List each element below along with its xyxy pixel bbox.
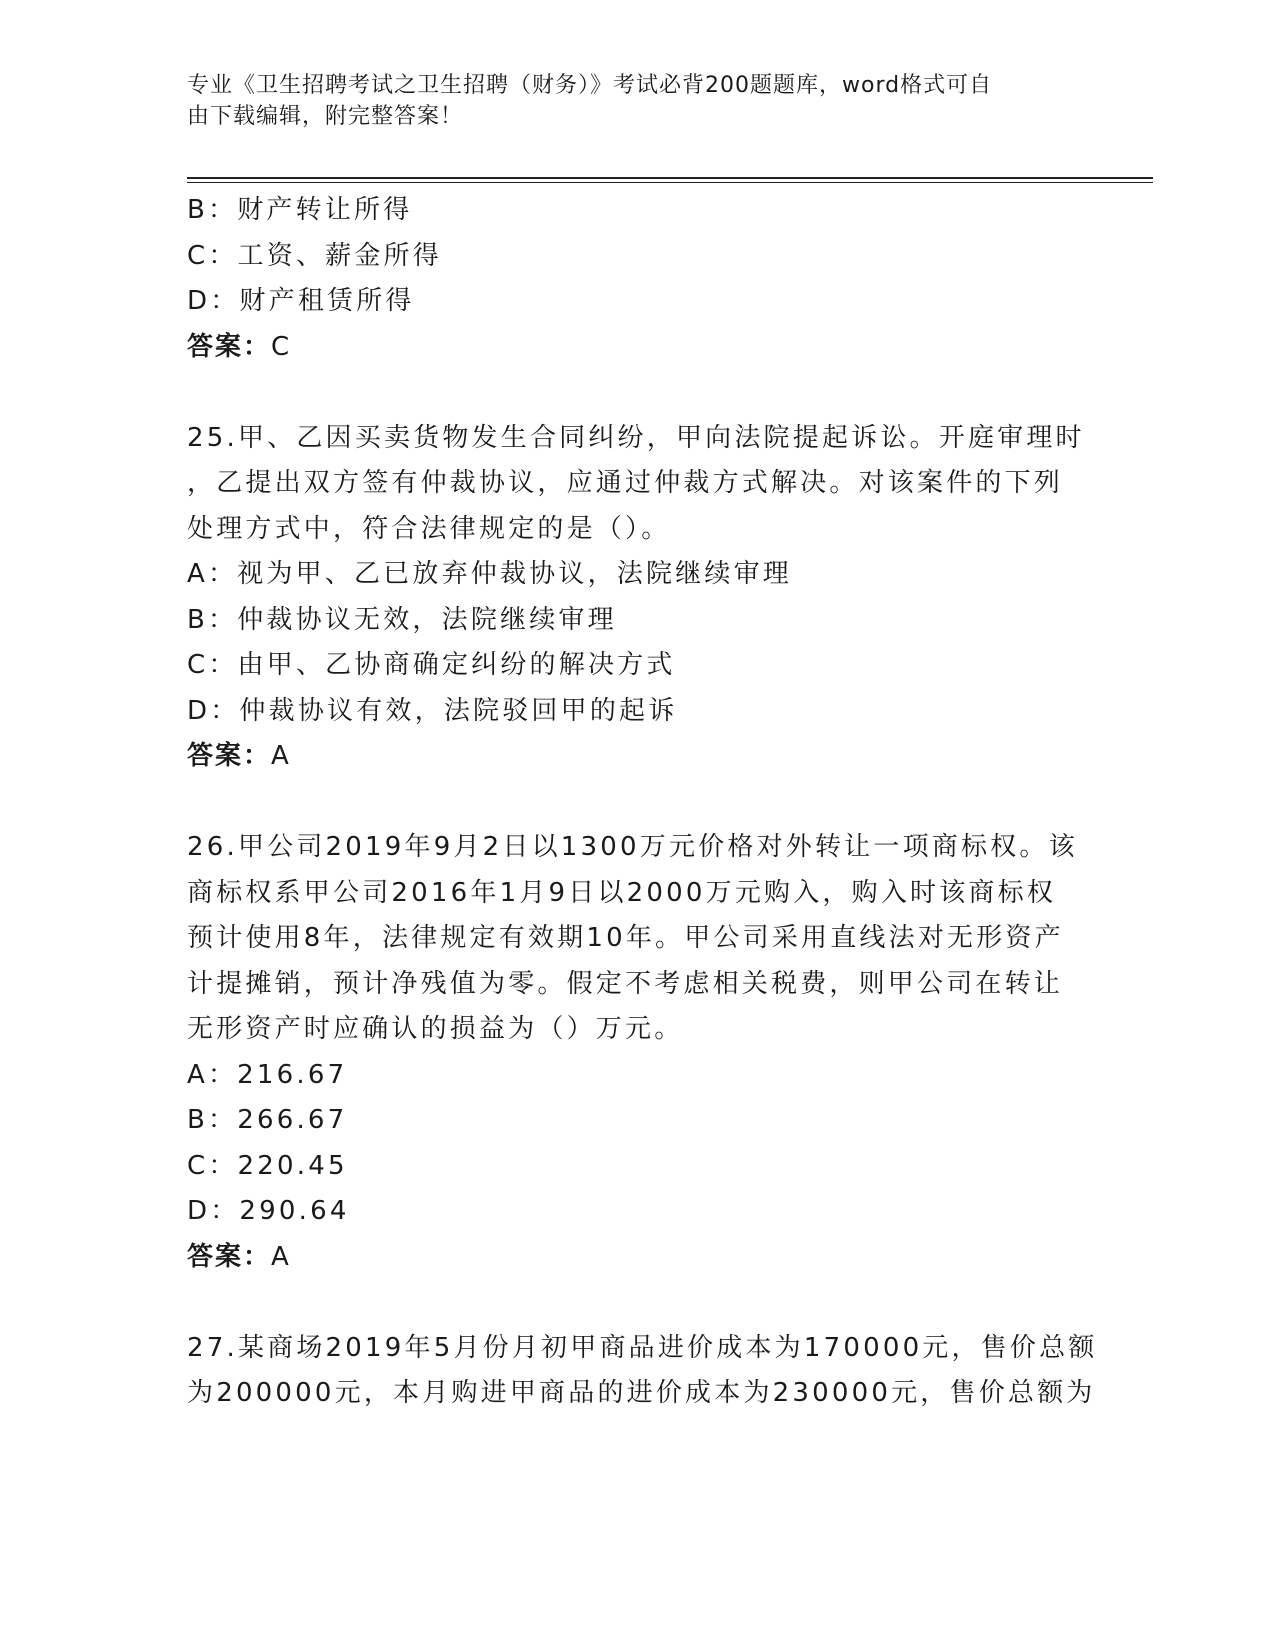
question-stem-line: 无形资产时应确认的损益为（）万元。 xyxy=(187,1014,684,1044)
answer-label: 答案： xyxy=(187,331,272,362)
answer-line xyxy=(187,734,1087,780)
option-c: C：220.45 xyxy=(187,1150,348,1181)
question-stem-line: 处理方式中，符合法律规定的是（）。 xyxy=(187,513,671,544)
answer-line xyxy=(187,1235,1087,1281)
option-d: D：财产租赁所得 xyxy=(187,286,415,316)
spacer xyxy=(187,370,1087,416)
question-stem-line: ，乙提出双方签有仲裁协议，应通过仲裁方式解决。对该案件的下列 xyxy=(187,468,1064,498)
question-stem-line: 27.某商场2019年5月份月初甲商品进价成本为170000元，售价总额 xyxy=(187,1332,1098,1363)
header-line-1: 专业《卫生招聘考试之卫生招聘（财务）》考试必背200题题库，word格式可自 xyxy=(187,73,993,98)
header-divider-thin xyxy=(187,182,1153,183)
answer-value: A xyxy=(271,741,291,771)
option-a: A：216.67 xyxy=(187,1059,348,1090)
option-c: C：工资、薪金所得 xyxy=(187,240,442,271)
header-line-2: 由下载编辑，附完整答案！ xyxy=(187,104,464,129)
question-stem-line: 25.甲、乙因买卖货物发生合同纠纷，甲向法院提起诉讼。开庭审理时 xyxy=(187,422,1085,453)
option-c: C：由甲、乙协商确定纠纷的解决方式 xyxy=(187,650,676,680)
option-b: B：仲裁协议无效，法院继续审理 xyxy=(187,604,617,635)
question-26 xyxy=(187,825,1087,1280)
spacer xyxy=(187,1280,1087,1326)
question-stem-line: 商标权系甲公司2016年1月9日以2000万元购入，购入时该商标权 xyxy=(187,877,1057,908)
question-stem-line: 为200000元，本月购进甲商品的进价成本为230000元，售价总额为 xyxy=(187,1378,1096,1408)
document-body xyxy=(187,188,1098,1417)
answer-line xyxy=(187,325,1087,371)
option-b: B：266.67 xyxy=(187,1105,348,1135)
answer-value: C xyxy=(271,331,292,362)
question-stem-line: 26.甲公司2019年9月2日以1300万元价格对外转让一项商标权。该 xyxy=(187,832,1078,862)
question-stem-line: 计提摊销，预计净残值为零。假定不考虑相关税费，则甲公司在转让 xyxy=(187,968,1064,999)
question-stem-line: 预计使用8年，法律规定有效期10年。甲公司采用直线法对无形资产 xyxy=(187,923,1064,953)
question-25 xyxy=(187,416,1087,780)
question-24-continuation xyxy=(187,188,1087,370)
answer-value: A xyxy=(271,1241,291,1272)
answer-label: 答案： xyxy=(187,1241,272,1272)
option-d: D：仲裁协议有效，法院驳回甲的起诉 xyxy=(187,695,678,726)
spacer xyxy=(187,780,1087,826)
header-divider-thick xyxy=(187,177,1153,179)
question-27 xyxy=(187,1326,1098,1417)
answer-label: 答案： xyxy=(187,741,272,771)
option-d: D：290.64 xyxy=(187,1196,350,1226)
option-a: A：视为甲、乙已放弃仲裁协议，法院继续审理 xyxy=(187,559,792,589)
document-header xyxy=(187,70,1087,132)
option-b: B：财产转让所得 xyxy=(187,195,413,225)
